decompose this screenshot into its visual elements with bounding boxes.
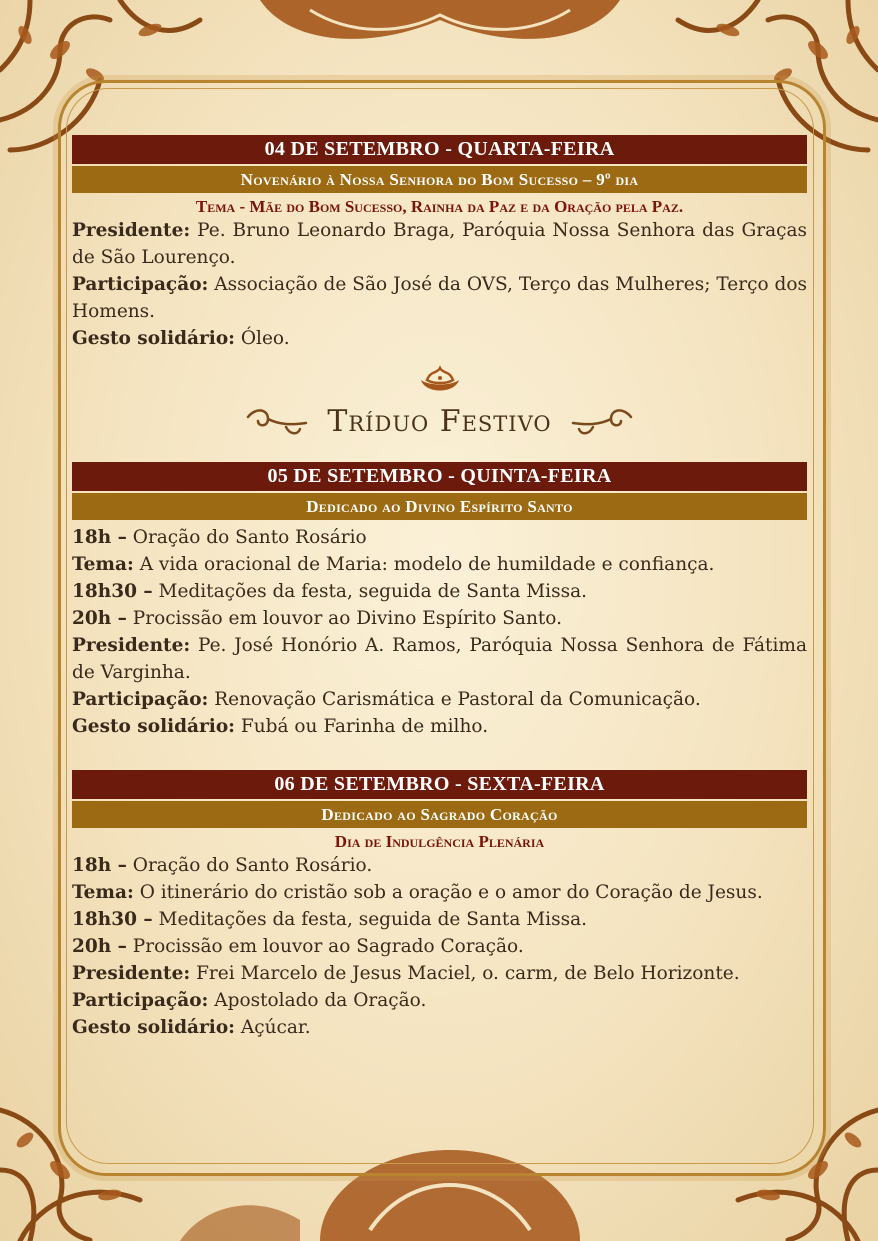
info-label: Participação: <box>72 274 209 295</box>
section-subtitle: Novenário à Nossa Senhora do Bom Sucesso – 9º dia <box>72 166 807 193</box>
lotus-flower-icon <box>72 364 807 400</box>
info-label: Presidente: <box>72 635 191 656</box>
info-text: Renovação Carismática e Pastoral da Comunicação. <box>208 689 701 710</box>
day-section-06-sep <box>72 770 807 1041</box>
info-line <box>72 906 807 933</box>
triduo-title: Tríduo Festivo <box>327 404 552 439</box>
day-section-04-sep <box>72 135 807 352</box>
info-text: Pe. Bruno Leonardo Braga, Paróquia Nossa Senhora das Graças de São Lourenço. <box>72 220 807 268</box>
info-label: Presidente: <box>72 963 191 984</box>
info-label: Presidente: <box>72 220 191 241</box>
info-text: O itinerário do cristão sob a oração e o amor do Coração de Jesus. <box>133 882 763 903</box>
section-subtitle: Dedicado ao Sagrado Coração <box>72 801 807 828</box>
theme-line: Tema - Mãe do Bom Sucesso, Rainha da Paz e da Oração pela Paz. <box>195 197 684 216</box>
info-line-presidente <box>72 217 807 271</box>
info-text: Frei Marcelo de Jesus Maciel, o. carm, de Belo Horizonte. <box>190 963 740 984</box>
info-label: Participação: <box>72 689 209 710</box>
info-line <box>72 960 807 987</box>
info-label: Gesto solidário: <box>72 328 235 349</box>
info-text: A vida oracional de Maria: modelo de humildade e confiança. <box>133 554 715 575</box>
info-line <box>72 879 807 906</box>
info-line <box>72 713 807 740</box>
info-line-participacao <box>72 271 807 325</box>
info-text: Associação de São José da OVS, Terço das Mulheres; Terço dos Homens. <box>72 274 807 322</box>
info-line <box>72 852 807 879</box>
info-line <box>72 933 807 960</box>
info-label: Tema: <box>72 882 134 903</box>
info-text: Pe. José Honório A. Ramos, Paróquia Nossa Senhora de Fátima de Varginha. <box>72 635 807 683</box>
schedule-content <box>72 135 807 1041</box>
info-text: Açúcar. <box>235 1017 311 1038</box>
info-text: Apostolado da Oração. <box>208 990 427 1011</box>
info-label: 18h – <box>72 855 127 876</box>
info-text: Óleo. <box>235 328 290 349</box>
info-line <box>72 987 807 1014</box>
info-line <box>72 632 807 686</box>
scroll-flourish-icon <box>571 405 633 439</box>
info-label: Gesto solidário: <box>72 1017 235 1038</box>
info-text: Meditações da festa, seguida de Santa Missa. <box>152 909 587 930</box>
floral-corner-ornament-top-center <box>250 0 630 60</box>
date-header: 06 DE SETEMBRO - SEXTA-FEIRA <box>72 770 807 799</box>
info-text: Procissão em louvor ao Sagrado Coração. <box>126 936 524 957</box>
day-section-05-sep <box>72 462 807 740</box>
info-text: Oração do Santo Rosário. <box>126 855 373 876</box>
info-line <box>72 578 807 605</box>
info-label: Gesto solidário: <box>72 716 235 737</box>
info-line <box>72 605 807 632</box>
info-text: Oração do Santo Rosário <box>126 527 367 548</box>
info-label: 20h – <box>72 608 127 629</box>
info-label: Participação: <box>72 990 209 1011</box>
info-text: Fubá ou Farinha de milho. <box>235 716 489 737</box>
info-label: 20h – <box>72 936 127 957</box>
triduo-heading <box>72 404 807 452</box>
info-line <box>72 686 807 713</box>
info-label: 18h – <box>72 527 127 548</box>
date-header: 04 DE SETEMBRO - QUARTA-FEIRA <box>72 135 807 164</box>
indulgence-line: Dia de Indulgência Plenária <box>334 832 545 851</box>
section-subtitle: Dedicado ao Divino Espírito Santo <box>72 493 807 520</box>
info-label: 18h30 – <box>72 909 153 930</box>
info-line-gesto <box>72 325 807 352</box>
info-text: Procissão em louvor ao Divino Espírito Santo. <box>126 608 562 629</box>
info-text: Meditações da festa, seguida de Santa Missa. <box>152 581 587 602</box>
info-label: Tema: <box>72 554 134 575</box>
date-header: 05 DE SETEMBRO - QUINTA-FEIRA <box>72 462 807 491</box>
info-line <box>72 551 807 578</box>
info-label: 18h30 – <box>72 581 153 602</box>
scroll-flourish-icon <box>246 405 308 439</box>
info-line <box>72 1014 807 1041</box>
info-line <box>72 524 807 551</box>
